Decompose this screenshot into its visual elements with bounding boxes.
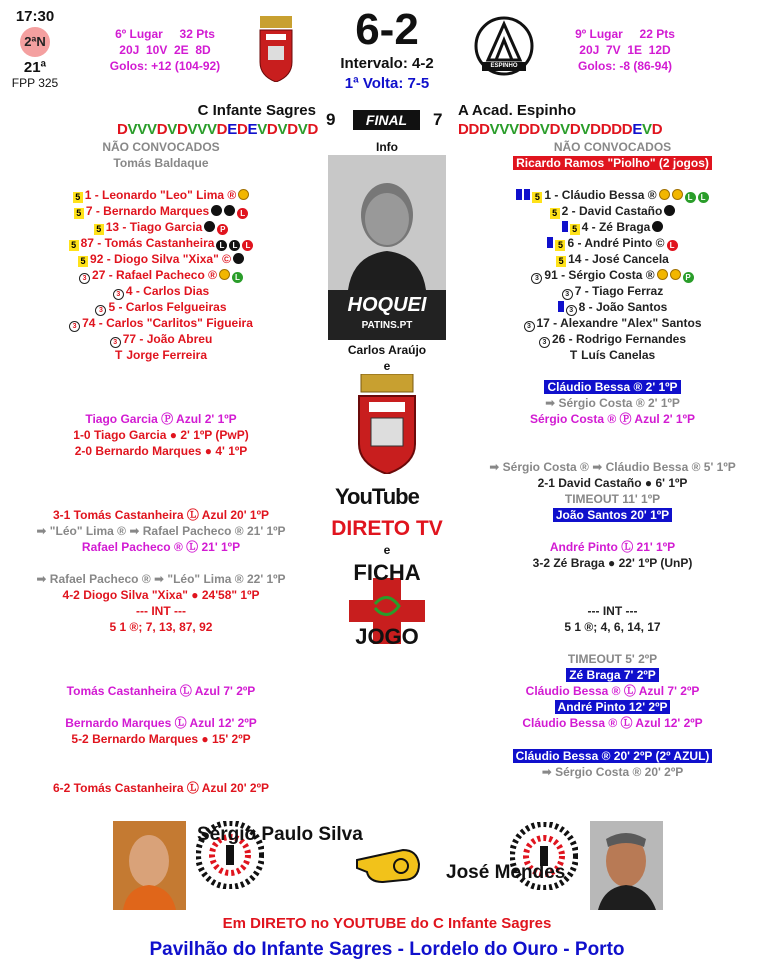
event-row: Zé Braga 7' 2ºP xyxy=(566,668,659,682)
home-player-row[interactable] xyxy=(0,299,322,315)
player-name: 1 - Cláudio Bessa ® xyxy=(544,188,657,202)
form-letter: V xyxy=(146,121,157,138)
venue: Pavilhão do Infante Sagres - Lordelo do Ouro - Porto xyxy=(149,939,625,960)
kickoff-time: 17:30 xyxy=(15,8,55,25)
form-letter: V xyxy=(137,121,147,138)
and-label-1: e xyxy=(383,359,391,373)
form-letter: D xyxy=(621,121,633,138)
player-name: 7 - Bernardo Marques xyxy=(85,204,210,218)
substitute-badge-icon: 3 xyxy=(113,289,124,300)
starter-badge-icon: 5 xyxy=(74,208,84,219)
form-letter: D xyxy=(529,121,540,138)
away-player-row[interactable] xyxy=(451,283,774,299)
hoquei-patins-logo[interactable] xyxy=(328,290,446,340)
goal-icon xyxy=(652,221,663,232)
away-player-row[interactable] xyxy=(451,331,774,347)
home-events-2 xyxy=(0,507,322,555)
player-name: 4 - Zé Braga xyxy=(581,220,651,234)
referee1-name: Sérgio Paulo Silva xyxy=(197,824,363,845)
green-foul-icon: P xyxy=(683,272,694,283)
home-not-called xyxy=(0,139,322,171)
home-not-called-label: NÃO CONVOCADOS xyxy=(102,140,220,154)
player-name: 14 - José Cancela xyxy=(568,252,669,266)
hoquei-logo-text: HOQUEI xyxy=(347,294,427,316)
form-letter: D xyxy=(600,121,612,138)
event-row: 2-1 David Castaño ● 6' 1ºP xyxy=(537,476,688,490)
form-letter: V xyxy=(257,121,267,138)
form-letter: D xyxy=(651,121,663,138)
score-block xyxy=(322,6,452,94)
form-letter: D xyxy=(266,121,278,138)
substitute-badge-icon: 3 xyxy=(79,273,90,284)
substitute-badge-icon: 3 xyxy=(524,321,535,332)
player-name: 2 - David Castaño xyxy=(561,204,663,218)
starter-badge-icon: 5 xyxy=(69,240,79,251)
match-meta xyxy=(10,8,60,90)
away-crest-icon xyxy=(474,16,534,80)
player-name: 87 - Tomás Castanheira xyxy=(80,236,215,250)
goal-icon xyxy=(233,253,244,264)
division-badge: 2ªN xyxy=(20,27,50,57)
away-player-row[interactable] xyxy=(451,219,774,235)
ficha-text: FICHA xyxy=(353,560,421,585)
yellow-card-icon xyxy=(219,269,230,280)
home-player-row[interactable] xyxy=(0,267,322,283)
home-record: 20J 10V 2E 8D xyxy=(119,43,211,57)
starter-badge-icon: 5 xyxy=(570,224,580,235)
away-goals: Golos: -8 (86-94) xyxy=(577,59,673,73)
home-events xyxy=(0,411,322,459)
referee2-photo xyxy=(590,821,663,910)
form-letter: V xyxy=(642,121,652,138)
event-row: --- INT --- xyxy=(587,604,638,618)
substitute-badge-icon: 3 xyxy=(110,337,121,348)
blue-card-icon xyxy=(516,189,522,200)
away-form xyxy=(458,121,678,138)
starter-badge-icon: 5 xyxy=(532,192,542,203)
event-row: ➡ Sérgio Costa ® ➡ Cláudio Bessa ® 5' 1ºP xyxy=(489,460,736,474)
away-player-row[interactable] xyxy=(451,347,774,363)
player-name: 6 - André Pinto © xyxy=(567,236,665,250)
final-score: 6-2 xyxy=(355,5,419,54)
away-events-3 xyxy=(451,539,774,571)
ficha-jogo-logo[interactable] xyxy=(335,560,439,652)
away-team-name[interactable]: A Acad. Espinho xyxy=(458,102,577,119)
yellow-card-icon xyxy=(659,189,670,200)
event-row: João Santos 20' 1ºP xyxy=(553,508,672,522)
substitute-badge-icon: 3 xyxy=(531,273,542,284)
whistle-icon xyxy=(353,846,423,886)
away-position: 7 xyxy=(433,110,443,129)
form-letter: E xyxy=(247,121,258,138)
hoquei-logo-sub: PATINS.PT xyxy=(361,320,413,331)
player-name: 13 - Tiago Garcia xyxy=(105,220,203,234)
referee1-photo xyxy=(113,821,186,910)
red-foul-icon: L xyxy=(242,240,253,251)
youtube-text: YouTube xyxy=(335,484,419,509)
event-row: André Pinto Ⓛ 21' 1ºP xyxy=(549,540,676,554)
event-row: ➡ Sérgio Costa ® 2' 1ºP xyxy=(545,396,680,410)
form-letter: D xyxy=(156,121,168,138)
away-not-called xyxy=(451,139,774,171)
player-name: 5 - Carlos Felgueiras xyxy=(108,300,227,314)
player-name: Jorge Ferreira xyxy=(126,348,208,362)
event-row: Tiago Garcia Ⓟ Azul 2' 1ºP xyxy=(85,412,237,426)
event-row: Tomás Castanheira Ⓛ Azul 7' 2ºP xyxy=(66,684,256,698)
event-row: 1-0 Tiago Garcia ● 2' 1ºP (PwP) xyxy=(73,428,249,442)
red-foul-icon: P xyxy=(217,224,228,235)
event-row: Cláudio Bessa ® Ⓛ Azul 7' 2ºP xyxy=(525,684,700,698)
form-letter: D xyxy=(468,121,480,138)
player-name: 77 - João Abreu xyxy=(122,332,213,346)
event-row: 4-2 Diogo Silva "Xixa" ● 24'58" 1ºP xyxy=(62,588,260,602)
form-letter: V xyxy=(499,121,510,138)
green-foul-icon: L xyxy=(232,272,243,283)
home-player-row[interactable] xyxy=(0,283,322,299)
event-row: TIMEOUT 11' 1ºP xyxy=(564,492,661,506)
event-row: TIMEOUT 5' 2ºP xyxy=(567,652,658,666)
green-foul-icon: L xyxy=(698,192,709,203)
form-letter: E xyxy=(632,121,643,138)
form-letter: D xyxy=(287,121,298,138)
halftime-score: Intervalo: 4-2 xyxy=(340,55,434,72)
green-foul-icon: L xyxy=(685,192,696,203)
red-foul-icon: L xyxy=(237,208,248,219)
form-letter: V xyxy=(539,121,550,138)
direto-tv-label[interactable]: DIRETO TV xyxy=(331,517,443,540)
home-standing: 6º Lugar 32 Pts xyxy=(115,27,215,41)
jogo-text: JOGO xyxy=(355,624,419,649)
player-name: 7 - Tiago Ferraz xyxy=(574,284,664,298)
away-player-row[interactable] xyxy=(451,267,774,283)
blue-card-icon xyxy=(524,189,530,200)
goal-icon xyxy=(204,221,215,232)
away-standing: 9º Lugar 22 Pts xyxy=(575,27,675,41)
goal-icon: L xyxy=(216,240,227,251)
coach-icon: T xyxy=(569,348,578,362)
event-row: ➡ Sérgio Costa ® 20' 2ºP xyxy=(541,765,684,779)
form-letter: D xyxy=(176,121,188,138)
home-player-row[interactable] xyxy=(0,203,322,219)
home-team-name[interactable]: C Infante Sagres xyxy=(197,102,316,119)
event-row: 5 1 ®; 4, 6, 14, 17 xyxy=(564,620,661,634)
starter-badge-icon: 5 xyxy=(94,224,104,235)
form-letter: D xyxy=(549,121,561,138)
form-letter: V xyxy=(167,121,177,138)
away-player-row[interactable] xyxy=(451,299,774,315)
player-name: 74 - Carlos "Carlitos" Figueira xyxy=(82,316,253,330)
home-player-row[interactable] xyxy=(0,251,322,267)
game-code: FPP 325 xyxy=(11,76,59,90)
final-status-badge: FINAL xyxy=(353,110,420,130)
substitute-badge-icon: 3 xyxy=(95,305,106,316)
form-letter: V xyxy=(187,121,198,138)
player-name: 17 - Alexandre "Alex" Santos xyxy=(536,316,702,330)
starter-badge-icon: 5 xyxy=(550,208,560,219)
event-row: Cláudio Bessa ® 2' 1ºP xyxy=(544,380,680,394)
form-letter: V xyxy=(277,121,288,138)
home-player-row[interactable] xyxy=(0,235,322,251)
yellow-card-icon xyxy=(672,189,683,200)
event-row: 3-1 Tomás Castanheira Ⓛ Azul 20' 1ºP xyxy=(53,508,269,522)
home-players-list xyxy=(0,187,322,363)
away-events-6 xyxy=(451,748,774,780)
away-players-list xyxy=(451,187,774,363)
form-letter: D xyxy=(590,121,601,138)
goal-icon: L xyxy=(229,240,240,251)
home-form xyxy=(98,121,318,138)
away-crest-text: ESPINHO xyxy=(490,63,518,69)
home-player-row[interactable] xyxy=(0,347,322,363)
form-letter: V xyxy=(197,121,207,138)
away-not-called-label: NÃO CONVOCADOS xyxy=(553,140,672,154)
form-letter: D xyxy=(216,121,228,138)
player-name: 91 - Sérgio Costa ® xyxy=(544,268,655,282)
form-letter: D xyxy=(569,121,581,138)
home-events-6 xyxy=(0,780,322,796)
starter-badge-icon: 5 xyxy=(73,192,83,203)
form-letter: V xyxy=(489,121,500,138)
club-crest-center-icon xyxy=(355,374,419,474)
event-row: 3-2 Zé Braga ● 22' 1ºP (UnP) xyxy=(532,556,693,570)
player-name: 27 - Rafael Pacheco ® xyxy=(92,268,217,282)
and-label-2: e xyxy=(383,543,391,557)
event-row: Sérgio Costa ® Ⓟ Azul 2' 1ºP xyxy=(529,412,695,426)
player-name: 26 - Rodrigo Fernandes xyxy=(551,332,687,346)
form-letter: V xyxy=(560,121,570,138)
youtube-logo-icon[interactable] xyxy=(335,480,439,514)
away-events-2 xyxy=(451,459,774,523)
live-broadcast-note: Em DIRETO no YOUTUBE do C Infante Sagres xyxy=(222,915,552,932)
starter-badge-icon: 5 xyxy=(78,256,88,267)
home-player-row[interactable] xyxy=(0,315,322,331)
player-name: 1 - Leonardo "Leo" Lima ® xyxy=(84,188,237,202)
referee2-name: José Mendes xyxy=(446,862,566,883)
red-foul-icon: L xyxy=(667,240,678,251)
player-name: 92 - Diogo Silva "Xixa" © xyxy=(90,252,231,266)
event-row: ➡ Rafael Pacheco ® ➡ "Léo" Lima ® 22' 1ºP xyxy=(36,572,286,586)
form-letter: D xyxy=(518,121,530,138)
event-row: --- INT --- xyxy=(136,604,186,618)
blue-card-icon xyxy=(562,221,568,232)
event-row: Cláudio Bessa ® 20' 2ºP (2º AZUL) xyxy=(513,749,713,763)
away-player-row[interactable] xyxy=(451,235,774,251)
away-player-row[interactable] xyxy=(451,251,774,267)
substitute-badge-icon: 3 xyxy=(539,337,550,348)
goal-icon xyxy=(664,205,675,216)
home-player-row[interactable] xyxy=(0,219,322,235)
yellow-card-icon xyxy=(238,189,249,200)
substitute-badge-icon: 3 xyxy=(566,305,577,316)
home-events-4 xyxy=(0,683,322,699)
form-letter: D xyxy=(479,121,490,138)
substitute-badge-icon: 3 xyxy=(562,289,573,300)
form-letter: D xyxy=(307,121,318,138)
form-letter: D xyxy=(236,121,248,138)
event-row: Cláudio Bessa ® Ⓛ Azul 12' 2ºP xyxy=(522,716,703,730)
away-player-row[interactable] xyxy=(451,203,774,219)
away-not-called-player: Ricardo Ramos "Piolho" (2 jogos) xyxy=(513,156,712,170)
event-row: André Pinto 12' 2ºP xyxy=(555,700,671,714)
event-row: Bernardo Marques Ⓛ Azul 12' 2ºP xyxy=(65,716,257,730)
goal-icon xyxy=(224,205,235,216)
home-player-row[interactable] xyxy=(0,331,322,347)
away-record: 20J 7V 1E 12D xyxy=(579,43,671,57)
away-events-4 xyxy=(451,603,774,635)
substitute-badge-icon: 3 xyxy=(69,321,80,332)
photographer-photo xyxy=(328,155,446,290)
player-name: 4 - Carlos Dias xyxy=(125,284,210,298)
away-events xyxy=(451,379,774,427)
away-events-5 xyxy=(451,651,774,731)
form-letter: E xyxy=(227,121,237,138)
away-stats xyxy=(545,26,705,74)
away-player-row[interactable] xyxy=(451,187,774,203)
yellow-card-icon xyxy=(670,269,681,280)
player-name: 8 - João Santos xyxy=(578,300,668,314)
home-not-called-player: Tomás Baldaque xyxy=(113,156,209,170)
event-row: ➡ "Léo" Lima ® ➡ Rafael Pacheco ® 21' 1ºP xyxy=(36,524,286,538)
blue-card-icon xyxy=(547,237,553,248)
form-letter: V xyxy=(509,121,519,138)
starter-badge-icon: 5 xyxy=(555,240,565,251)
event-row: 2-0 Bernardo Marques ● 4' 1ºP xyxy=(74,444,248,458)
photographer-name: Carlos Araújo xyxy=(347,343,427,357)
home-events-5 xyxy=(0,715,322,747)
goal-icon xyxy=(211,205,222,216)
home-events-3 xyxy=(0,571,322,635)
player-name: Luís Canelas xyxy=(581,348,656,362)
form-letter: D xyxy=(117,121,128,138)
blue-card-icon xyxy=(558,301,564,312)
form-letter: V xyxy=(127,121,138,138)
yellow-card-icon xyxy=(657,269,668,280)
form-letter: V xyxy=(206,121,217,138)
home-stats xyxy=(80,26,250,74)
home-position: 9 xyxy=(326,110,336,129)
form-letter: V xyxy=(297,121,308,138)
home-goals: Golos: +12 (104-92) xyxy=(109,59,221,73)
event-row: 5 1 ®; 7, 13, 87, 92 xyxy=(109,620,213,634)
coach-icon: T xyxy=(114,348,123,362)
form-letter: D xyxy=(611,121,622,138)
first-leg-score: 1ª Volta: 7-5 xyxy=(344,75,430,92)
home-player-row[interactable] xyxy=(0,187,322,203)
form-letter: D xyxy=(458,121,469,138)
home-crest-icon xyxy=(256,16,296,82)
starter-badge-icon: 5 xyxy=(556,256,566,267)
round: 21ª xyxy=(23,59,47,76)
event-row: Rafael Pacheco ® Ⓛ 21' 1ºP xyxy=(81,540,241,554)
info-label[interactable]: Info xyxy=(376,140,398,154)
away-player-row[interactable] xyxy=(451,315,774,331)
form-letter: V xyxy=(580,121,591,138)
event-row: 5-2 Bernardo Marques ● 15' 2ºP xyxy=(71,732,251,746)
event-row: 6-2 Tomás Castanheira Ⓛ Azul 20' 2ºP xyxy=(53,781,269,795)
